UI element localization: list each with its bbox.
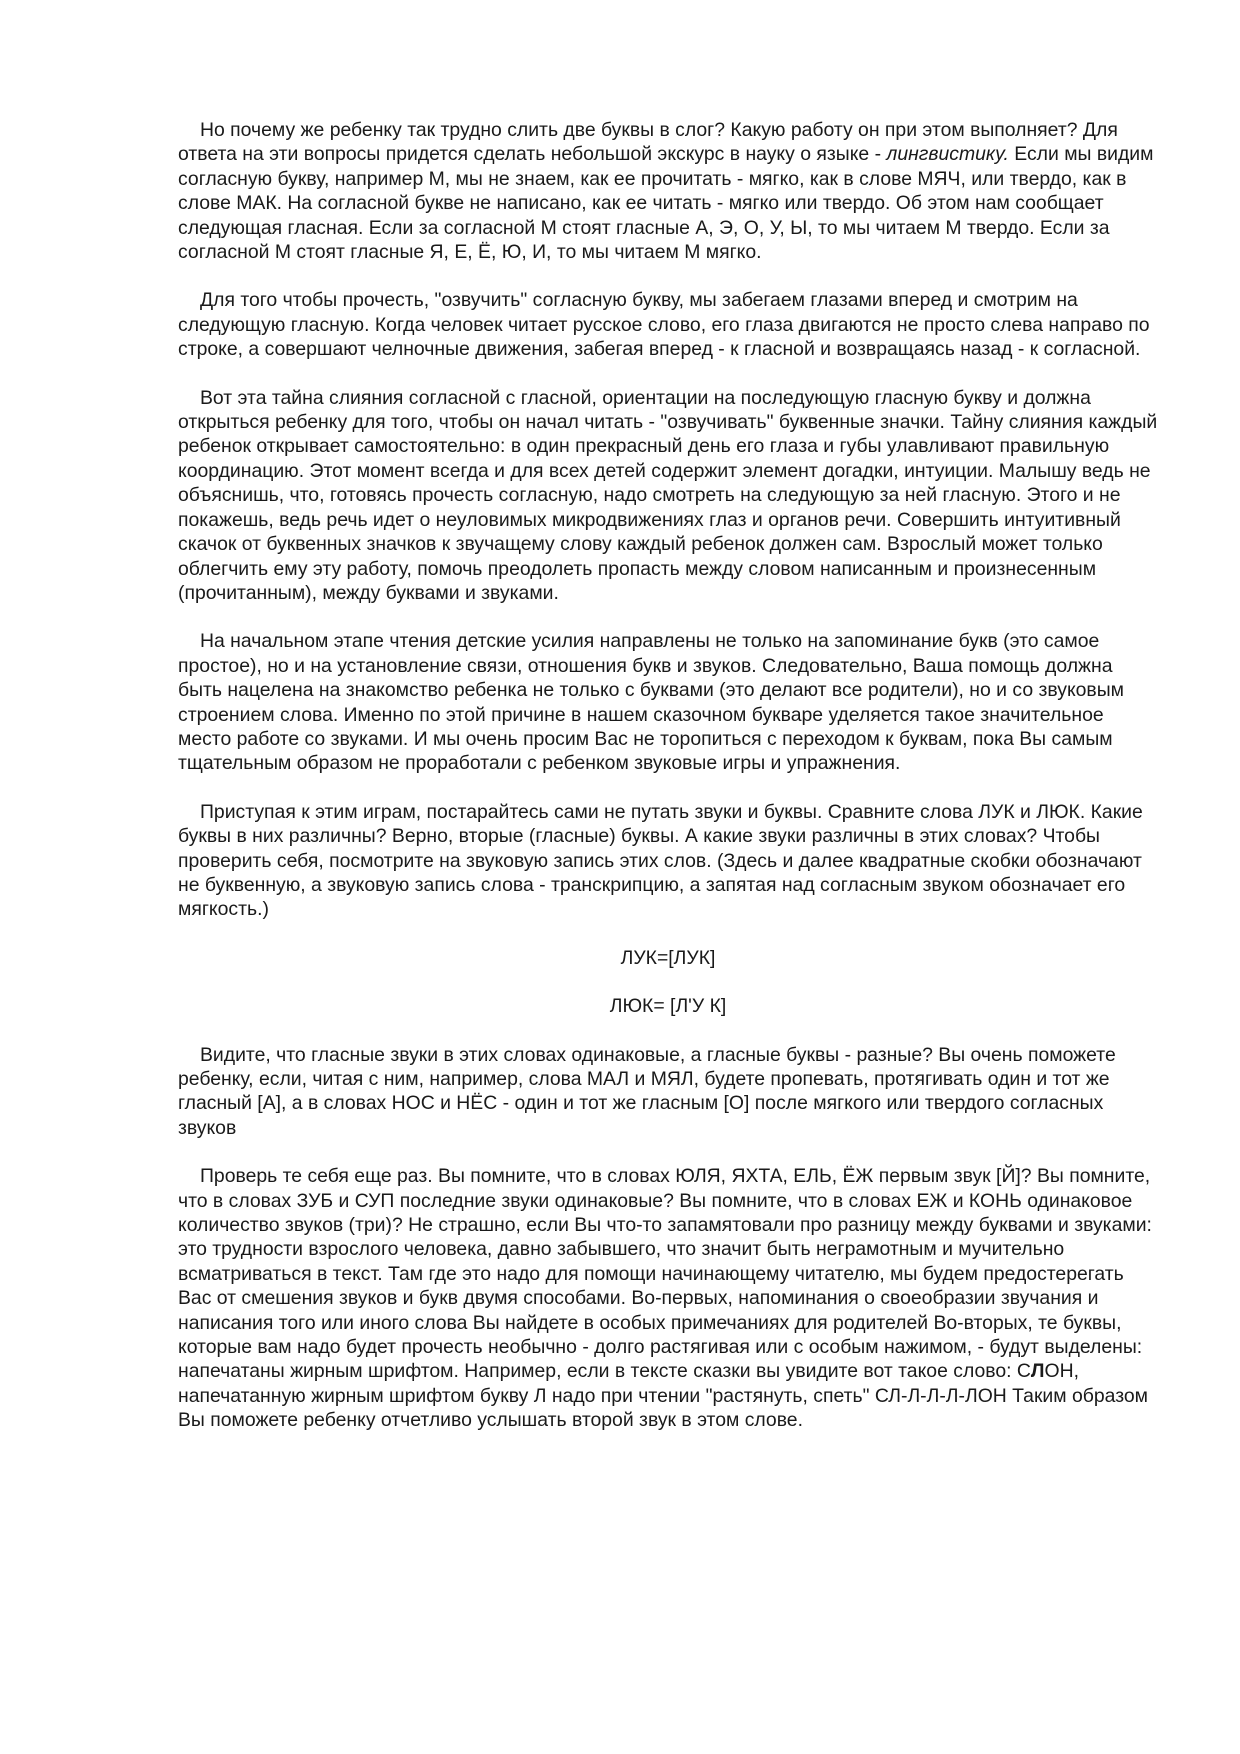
paragraph-7-text-start: Проверь те себя еще раз. Вы помните, что в словах ЮЛЯ, ЯХТА, ЕЛЬ, ЁЖ первым звук [Й]? Вы помните, что в словах ЗУБ и СУП последние звуки одинаковые? Вы помните, что в словах ЕЖ и КОНЬ одинаковое количество звуков (три)? Не страшно, если Вы что-то запамятовали про разницу между буквами и звуками: это трудности взрослого человека, давно забывшего, что значит быть неграмотным и мучительно всматриваться в текст. Там где это надо для помощи начинающему читателю, мы будем предостерегать Вас от смешения звуков и букв двумя способами. Во-первых, напоминания о своеобразии звучания и написания того или иного слова Вы найдете в особых примечаниях для родителей Во-вторых, те буквы, которые вам надо будет прочесть необычно - долго растягивая или с особым нажимом, - будут выделены: напечатаны жирным шрифтом. Например, если в тексте сказки вы увидите вот такое слово: С [178,1165,1152,1383]
paragraph-6: Видите, что гласные звуки в этих словах одинаковые, а гласные буквы - разные? Вы очень поможете ребенку, если, читая с ним, например, слова МАЛ и МЯЛ, будете пропевать, протягивать один и тот же гласный [А], а в словах НОС и НЁС - один и тот же гласным [О] после мягкого или твердого согласных звуков [178,1043,1116,1139]
paragraph-7 [178,1164,1158,1432]
transcription-lyuk: ЛЮК= [Л'У К] [609,995,727,1018]
paragraph-7-bold-letter: Л [1030,1360,1045,1383]
paragraph-7-text-end: ОН, напечатанную жирным шрифтом букву Л надо при чтении "растянуть, спеть" СЛ-Л-Л-Л-ЛОН Таким образом Вы поможете ребенку отчетливо услышать второй звук в этом слове. [178,1360,1149,1432]
paragraph-1-text-start: Но почему же ребенку так трудно слить две буквы в слог? Какую работу он при этом выполняет? Для ответа на эти вопросы придется сделать небольшой экскурс в науку о языке - [178,119,1118,166]
paragraph-3: Вот эта тайна слияния согласной с гласной, ориентации на последующую гласную букву и должна открыться ребенку для того, чтобы он начал читать - "озвучивать" буквенные значки. Тайну слияния каждый ребенок открывает самостоятельно: в один прекрасный день его глаза и губы улавливают правильную координацию. Этот момент всегда и для всех детей содержит элемент догадки, интуиции. Малышу ведь не объяснишь, что, готовясь прочесть согласную, надо смотреть на следующую за ней гласную. Этого и не покажешь, ведь речь идет о неуловимых микродвижениях глаз и органов речи. Совершить интуитивный скачок от буквенных значков к звучащему слову каждый ребенок должен сам. Взрослый может только облегчить ему эту работу, помочь преодолеть пропасть между словом написанным и произнесенным (прочитанным), между буквами и звуками. [178,386,1158,604]
paragraph-1-text-end: Если мы видим согласную букву, например М, мы не знаем, как ее прочитать - мягко, как в слове МЯЧ, или твердо, как в слове МАК. На согласной букве не написано, как ее читать - мягко или твердо. Об этом нам сообщает следующая гласная. Если за согласной М стоят гласные А, Э, О, У, Ы, то мы читаем М твердо. Если за согласной М стоят гласные Я, Е, Ё, Ю, И, то мы читаем М мягко. [178,143,1154,264]
document-page [178,118,1158,1457]
paragraph-1 [178,118,1158,264]
paragraph-5: Приступая к этим играм, постарайтесь сами не путать звуки и буквы. Сравните слова ЛУК и ЛЮК. Какие буквы в них различны? Верно, вторые (гласные) буквы. А какие звуки различны в этих словах? Чтобы проверить себя, посмотрите на звуковую запись этих слов. (Здесь и далее квадратные скобки обозначают не буквенную, а звуковую запись слова - транскрипцию, а запятая над согласным звуком обозначает его мягкость.) [178,800,1143,921]
paragraph-2: Для того чтобы прочесть, "озвучить" согласную букву, мы забегаем глазами вперед и смотрим на следующую гласную. Когда человек читает русское слово, его глаза двигаются не просто слева направо по строке, а совершают челночные движения, забегая вперед - к гласной и возвращаясь назад - к согласной. [178,289,1150,361]
paragraph-4: На начальном этапе чтения детские усилия направлены не только на запоминание букв (это самое простое), но и на установление связи, отношения букв и звуков. Следовательно, Ваша помощь должна быть нацелена на знакомство ребенка не только с буквами (это делают все родители), но и со звуковым строением слова. Именно по этой причине в нашем сказочном букваре уделяется такое значительное место работе со звуками. И мы очень просим Вас не торопиться с переходом к буквам, пока Вы самым тщательным образом не проработали с ребенком звуковые игры и упражнения. [178,630,1125,775]
paragraph-1-italic-term: лингвистику. [886,143,1009,166]
transcription-luk: ЛУК=[ЛУК] [620,946,716,969]
